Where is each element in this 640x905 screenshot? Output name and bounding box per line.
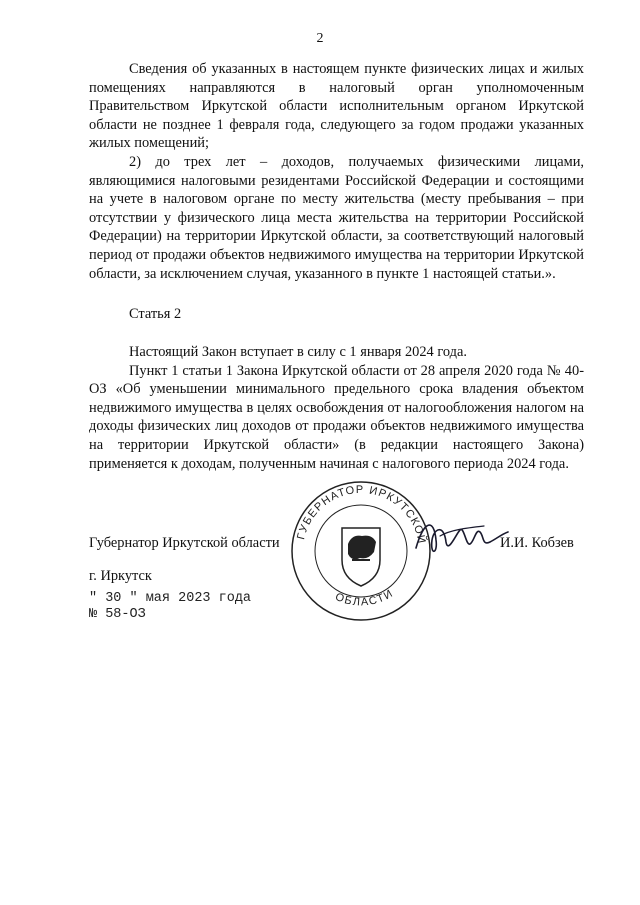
seal-top-text: ГУБЕРНАТОР ИРКУТСКОЙ xyxy=(295,483,428,546)
seal-bottom-text: ОБЛАСТИ xyxy=(333,587,396,609)
handwritten-signature xyxy=(410,510,510,560)
law-number: № 58-ОЗ xyxy=(89,607,146,622)
city: г. Иркутск xyxy=(89,568,152,584)
governor-name: И.И. Кобзев xyxy=(500,535,574,551)
law-date: " 30 " мая 2023 года xyxy=(89,591,252,606)
governor-title: Губернатор Иркутской области xyxy=(89,535,280,551)
article1-continuation xyxy=(89,60,584,283)
article-heading: Статья 2 xyxy=(129,306,182,322)
article2-body xyxy=(89,343,584,473)
page-number: 2 xyxy=(316,31,324,46)
paragraph: 2) до трех лет – доходов, получаемых физическими лицами, являющимися налоговыми резидентами Российской Федерации и состоящими на учете в налоговом органе по месту жительства (месту пребывания – при отсутствии у физического лица места жительства на территории Российской Федерации) на территории Иркутской области, за соответствующий налоговый период от продажи объектов недвижимого имущества на территории Иркутской области, за исключением случая, указанного в пункте 1 настоящей статьи.». xyxy=(89,153,584,282)
svg-text:ОБЛАСТИ xyxy=(333,587,396,608)
paragraph: Пункт 1 статьи 1 Закона Иркутской области от 28 апреля 2020 года № 40-ОЗ «Об уменьшении минимального предельного срока владения объектом недвижимого имущества в целях освобождения от налогообложения налогом на доходы физических лиц доходов от продажи объектов недвижимого имущества на территории Иркутской области» (в редакции настоящего Закона) применяется к доходам, полученным начиная с налогового периода 2024 года. xyxy=(89,362,584,472)
coat-of-arms-icon xyxy=(342,528,380,586)
paragraph: Настоящий Закон вступает в силу с 1 января 2024 года. xyxy=(129,344,467,360)
paragraph: Сведения об указанных в настоящем пункте физических лицах и жилых помещениях направляются в налоговый орган уполномоченным Правительством Иркутской области исполнительным органом Иркутской области не позднее 1 февраля года, следующего за годом продажи указанных жилых помещений; xyxy=(89,61,584,152)
